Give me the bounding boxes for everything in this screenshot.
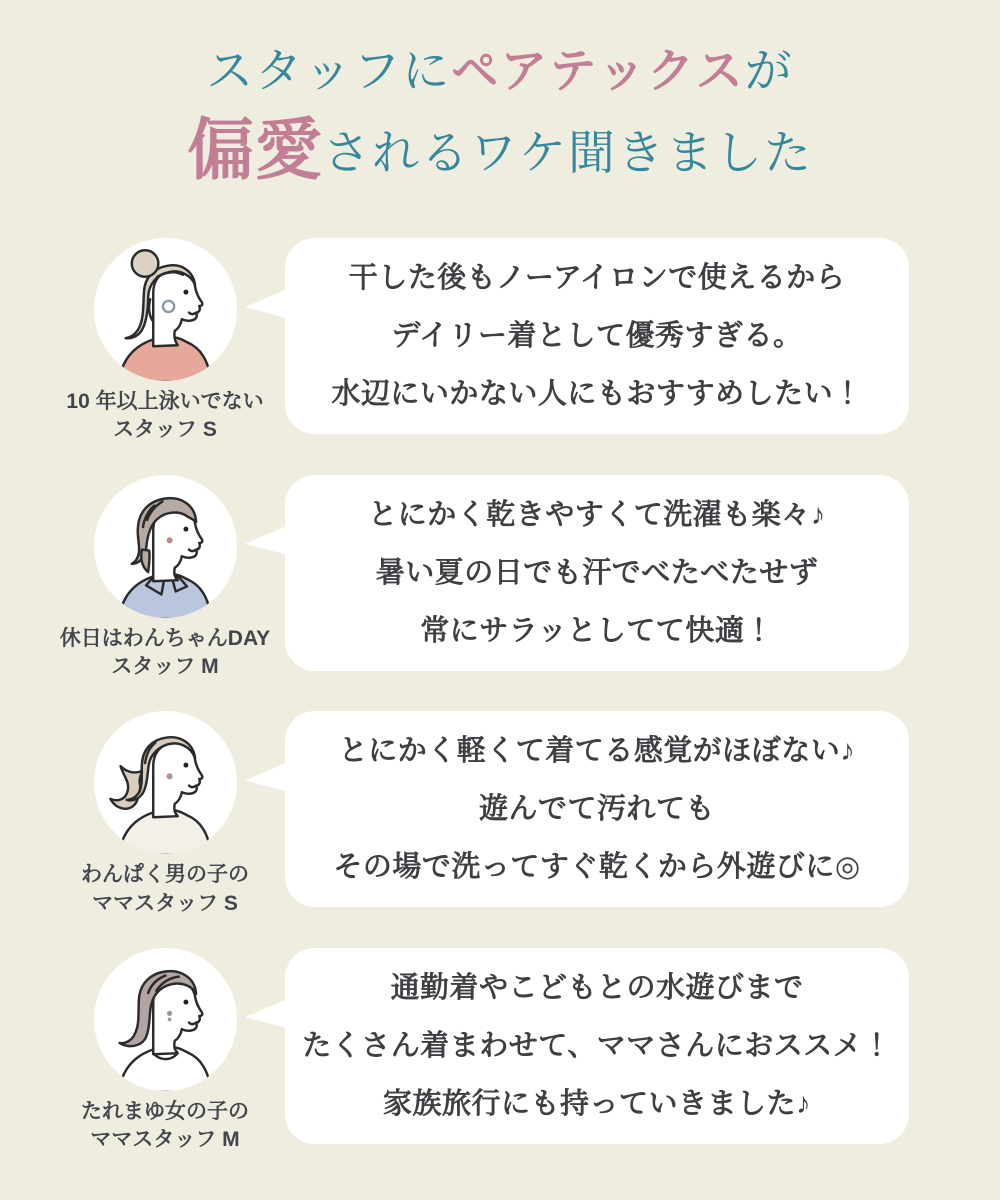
testimonial-row xyxy=(0,475,1000,682)
avatar xyxy=(94,711,237,854)
woman-bun-hair-illustration xyxy=(94,238,237,381)
speech-bubble xyxy=(285,711,909,907)
testimonial-text: 常にサラッとしてて快適！ xyxy=(420,614,774,647)
avatar-column xyxy=(0,711,285,918)
speech-bubble xyxy=(285,948,909,1144)
avatar-column xyxy=(0,948,285,1155)
testimonial-text: 家族旅行にも持っていきました♪ xyxy=(382,1087,811,1120)
testimonial-text: 通勤着やこどもとの水遊びまで xyxy=(390,971,804,1004)
avatar-column xyxy=(0,238,285,445)
testimonial-text: たくさん着まわせて、ママさんにおススメ！ xyxy=(302,1029,892,1062)
staff-caption xyxy=(60,625,270,682)
testimonial-text: デイリー着として優秀すぎる。 xyxy=(391,319,803,352)
testimonial-row xyxy=(0,948,1000,1155)
title-segment: されるワケ聞きました xyxy=(323,125,813,179)
avatar xyxy=(94,475,237,618)
woman-bob-hair-illustration xyxy=(94,948,237,1091)
testimonial-row xyxy=(0,711,1000,918)
testimonial-row xyxy=(0,238,1000,445)
caption-line: 10 年以上泳いでない xyxy=(66,389,264,413)
title-line-2 xyxy=(0,107,1000,194)
caption-line: スタッフ M xyxy=(111,654,219,678)
caption-line: 休日はわんちゃんDAY xyxy=(59,626,271,650)
title-segment: スタッフに xyxy=(206,44,452,97)
speech-bubble xyxy=(285,238,909,434)
woman-short-hair-illustration xyxy=(94,475,237,618)
page-title xyxy=(0,42,1000,194)
title-segment: が xyxy=(744,44,794,97)
staff-caption xyxy=(81,861,249,918)
staff-caption xyxy=(66,388,263,445)
avatar-column xyxy=(0,475,285,682)
testimonial-text: とにかく乾きやすくて洗濯も楽々♪ xyxy=(368,498,826,531)
avatar xyxy=(94,948,237,1091)
testimonial-text: 暑い夏の日でも汗でべたべたせず xyxy=(375,556,819,589)
caption-line: スタッフ S xyxy=(113,418,217,442)
title-line-1 xyxy=(0,42,1000,101)
caption-line: たれまゆ女の子の xyxy=(81,1099,249,1123)
avatar xyxy=(94,238,237,381)
caption-line: ママスタッフ M xyxy=(90,1128,240,1152)
testimonial-text: とにかく軽くて着てる感覚がほぼない♪ xyxy=(338,735,856,768)
caption-line: わんぱく男の子の xyxy=(81,863,249,887)
testimonial-text: その場で洗ってすぐ乾くから外遊びに◎ xyxy=(333,851,861,884)
woman-ponytail-hair-illustration xyxy=(94,711,237,854)
testimonial-text: 水辺にいかない人にもおすすめしたい！ xyxy=(331,377,863,410)
testimonial-text: 干した後もノーアイロンで使えるから xyxy=(348,261,846,294)
title-accent-word: 偏愛 xyxy=(187,112,323,188)
brand-name: ペアテックス xyxy=(451,44,745,97)
staff-caption xyxy=(81,1098,249,1155)
testimonial-text: 遊んでて汚れても xyxy=(478,793,715,826)
speech-bubble xyxy=(285,475,909,671)
caption-line: ママスタッフ S xyxy=(92,891,238,915)
